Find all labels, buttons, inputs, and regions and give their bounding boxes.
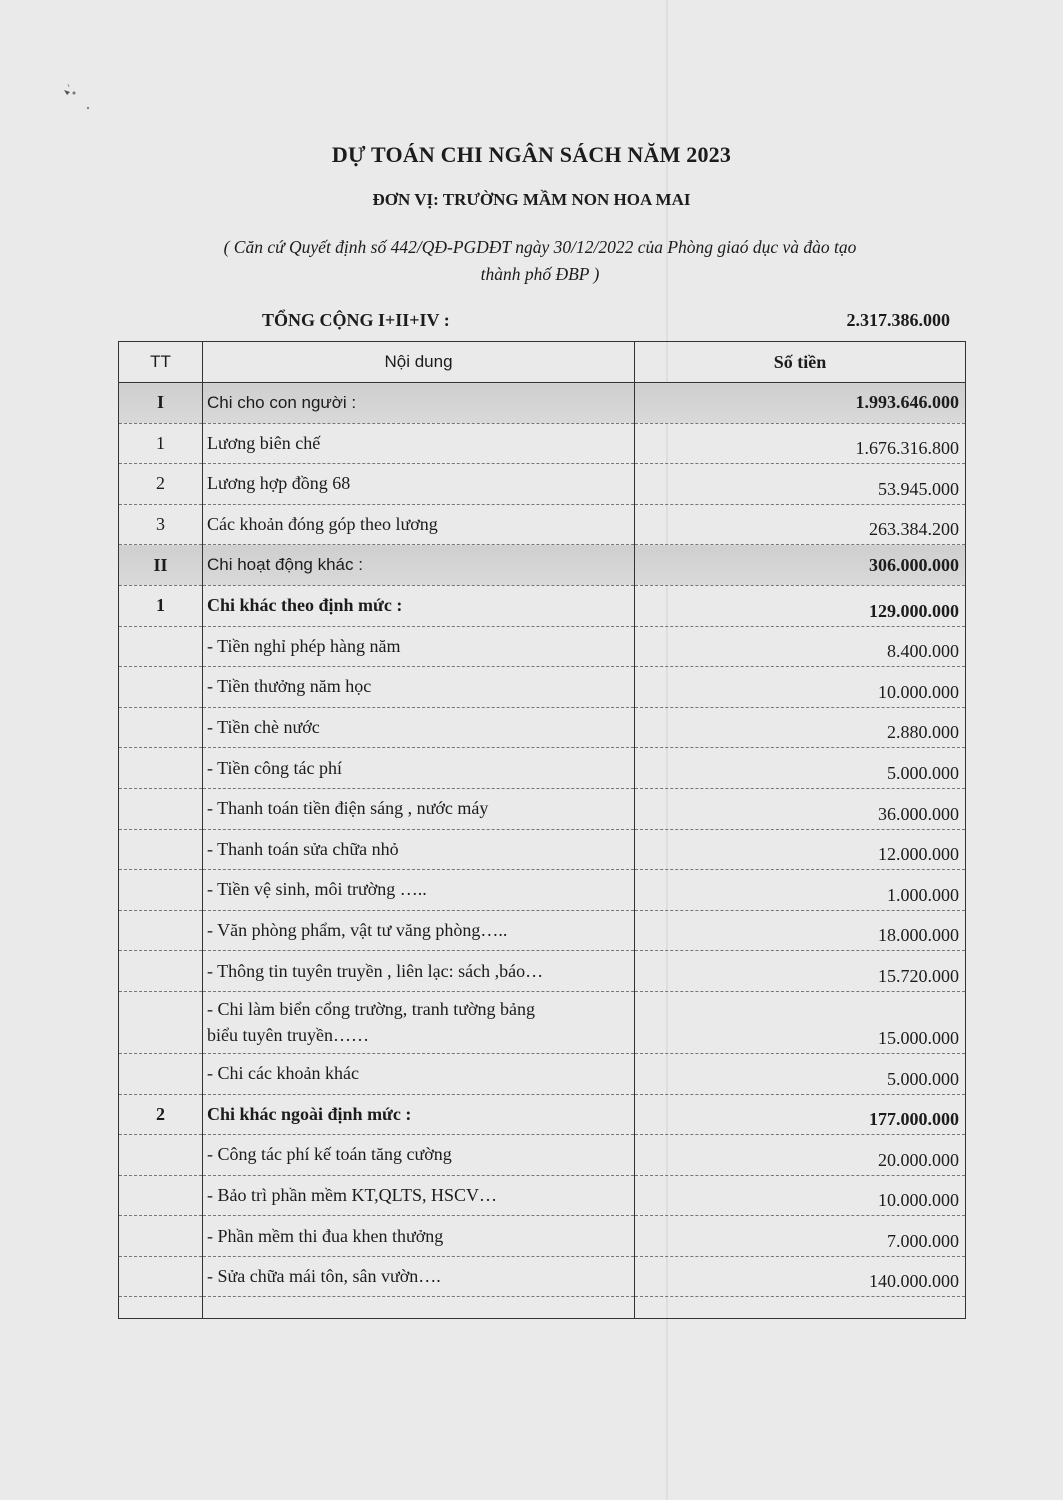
row-content: - Tiền nghỉ phép hàng năm bbox=[203, 626, 635, 667]
table-row bbox=[119, 504, 966, 545]
table-row bbox=[119, 829, 966, 870]
row-amount: 15.720.000 bbox=[635, 951, 966, 992]
row-content: - Thông tin tuyên truyền , liên lạc: sách ,báo… bbox=[203, 951, 635, 992]
row-amount: 2.880.000 bbox=[635, 707, 966, 748]
table-row bbox=[119, 667, 966, 708]
row-amount: 12.000.000 bbox=[635, 829, 966, 870]
row-tt: 2 bbox=[119, 1094, 203, 1135]
table-row-empty bbox=[119, 1297, 966, 1319]
scan-speck-mark bbox=[58, 82, 98, 116]
row-tt bbox=[119, 910, 203, 951]
row-tt bbox=[119, 1175, 203, 1216]
table-row bbox=[119, 423, 966, 464]
row-tt: I bbox=[119, 383, 203, 424]
legal-basis-line-1: ( Căn cứ Quyết định số 442/QĐ-PGDĐT ngày 30/12/2022 của Phòng giaó dục và đào tạo bbox=[223, 237, 857, 257]
row-content: Lương hợp đồng 68 bbox=[203, 464, 635, 505]
row-tt bbox=[119, 1216, 203, 1257]
row-amount: 1.676.316.800 bbox=[635, 423, 966, 464]
table-row bbox=[119, 1135, 966, 1176]
budget-table bbox=[118, 341, 966, 1319]
row-tt: 3 bbox=[119, 504, 203, 545]
table-row bbox=[119, 464, 966, 505]
row-content bbox=[203, 1297, 635, 1319]
row-tt bbox=[119, 788, 203, 829]
row-amount bbox=[635, 1297, 966, 1319]
header-tt: TT bbox=[119, 342, 203, 383]
row-tt bbox=[119, 870, 203, 911]
row-tt bbox=[119, 1053, 203, 1094]
row-content: Lương biên chế bbox=[203, 423, 635, 464]
table-row-section-i bbox=[119, 383, 966, 424]
table-row bbox=[119, 951, 966, 992]
row-content: - Tiền chè nước bbox=[203, 707, 635, 748]
row-tt bbox=[119, 707, 203, 748]
row-amount: 15.000.000 bbox=[635, 991, 966, 1053]
table-row bbox=[119, 870, 966, 911]
row-tt bbox=[119, 829, 203, 870]
row-tt bbox=[119, 1297, 203, 1319]
row-tt bbox=[119, 1256, 203, 1297]
row-content: - Tiền vệ sinh, môi trường ….. bbox=[203, 870, 635, 911]
row-amount: 140.000.000 bbox=[635, 1256, 966, 1297]
row-content: - Chi các khoản khác bbox=[203, 1053, 635, 1094]
row-amount: 8.400.000 bbox=[635, 626, 966, 667]
table-row bbox=[119, 1256, 966, 1297]
row-content: - Tiền công tác phí bbox=[203, 748, 635, 789]
row-amount: 7.000.000 bbox=[635, 1216, 966, 1257]
row-content: - Sửa chữa mái tôn, sân vườn…. bbox=[203, 1256, 635, 1297]
row-tt: II bbox=[119, 545, 203, 586]
row-content: Chi khác theo định mức : bbox=[203, 585, 635, 626]
table-row bbox=[119, 788, 966, 829]
table-row-subtotal bbox=[119, 1094, 966, 1135]
legal-basis-line-2: thành phố ĐBP ) bbox=[480, 264, 600, 284]
row-content: - Thanh toán sửa chữa nhỏ bbox=[203, 829, 635, 870]
row-amount: 18.000.000 bbox=[635, 910, 966, 951]
row-amount: 263.384.200 bbox=[635, 504, 966, 545]
grand-total-label: TỔNG CỘNG I+II+IV : bbox=[262, 310, 450, 330]
row-content: - Công tác phí kế toán tăng cường bbox=[203, 1135, 635, 1176]
row-amount: 10.000.000 bbox=[635, 667, 966, 708]
table-header-row bbox=[119, 342, 966, 383]
table-row bbox=[119, 1175, 966, 1216]
row-amount: 1.993.646.000 bbox=[635, 383, 966, 424]
row-amount: 5.000.000 bbox=[635, 748, 966, 789]
row-tt bbox=[119, 626, 203, 667]
row-tt bbox=[119, 1135, 203, 1176]
row-tt bbox=[119, 991, 203, 1053]
grand-total-value: 2.317.386.000 bbox=[846, 310, 950, 330]
row-tt bbox=[119, 951, 203, 992]
row-content: Chi khác ngoài định mức : bbox=[203, 1094, 635, 1135]
row-content: - Phần mềm thi đua khen thưởng bbox=[203, 1216, 635, 1257]
row-content: Các khoản đóng góp theo lương bbox=[203, 504, 635, 545]
table-row bbox=[119, 910, 966, 951]
row-tt: 1 bbox=[119, 423, 203, 464]
table-row bbox=[119, 626, 966, 667]
header-amount: Số tiền bbox=[635, 342, 966, 383]
row-amount: 10.000.000 bbox=[635, 1175, 966, 1216]
row-amount: 53.945.000 bbox=[635, 464, 966, 505]
row-amount: 20.000.000 bbox=[635, 1135, 966, 1176]
row-content: - Thanh toán tiền điện sáng , nước máy bbox=[203, 788, 635, 829]
table-row-section-ii bbox=[119, 545, 966, 586]
row-tt bbox=[119, 667, 203, 708]
table-row-subtotal bbox=[119, 585, 966, 626]
row-content: Chi hoạt động khác : bbox=[203, 545, 635, 586]
row-amount: 1.000.000 bbox=[635, 870, 966, 911]
row-content: Chi cho con người : bbox=[203, 383, 635, 424]
row-content bbox=[203, 991, 635, 1053]
row-content: - Bảo trì phần mềm KT,QLTS, HSCV… bbox=[203, 1175, 635, 1216]
table-row bbox=[119, 1216, 966, 1257]
table-row bbox=[119, 1053, 966, 1094]
row-tt bbox=[119, 748, 203, 789]
row-amount: 177.000.000 bbox=[635, 1094, 966, 1135]
header-content: Nội dung bbox=[203, 342, 635, 383]
legal-basis bbox=[130, 234, 950, 288]
row-content: - Văn phòng phẩm, vật tư văng phòng….. bbox=[203, 910, 635, 951]
row-content: - Tiền thưởng năm học bbox=[203, 667, 635, 708]
row-tt: 2 bbox=[119, 464, 203, 505]
row-tt: 1 bbox=[119, 585, 203, 626]
table-row bbox=[119, 707, 966, 748]
row-amount: 5.000.000 bbox=[635, 1053, 966, 1094]
table-row bbox=[119, 748, 966, 789]
table-row bbox=[119, 991, 966, 1053]
unit-name: ĐƠN VỊ: TRƯỜNG MẦM NON HOA MAI bbox=[372, 190, 691, 209]
row-amount: 306.000.000 bbox=[635, 545, 966, 586]
row-amount: 36.000.000 bbox=[635, 788, 966, 829]
row-content-line-1: - Chi làm biển cổng trường, tranh tường bảng bbox=[207, 999, 535, 1020]
document-title: DỰ TOÁN CHI NGÂN SÁCH NĂM 2023 bbox=[331, 142, 732, 167]
row-content-line-2: biểu tuyên truyền…… bbox=[207, 1025, 369, 1046]
row-amount: 129.000.000 bbox=[635, 585, 966, 626]
